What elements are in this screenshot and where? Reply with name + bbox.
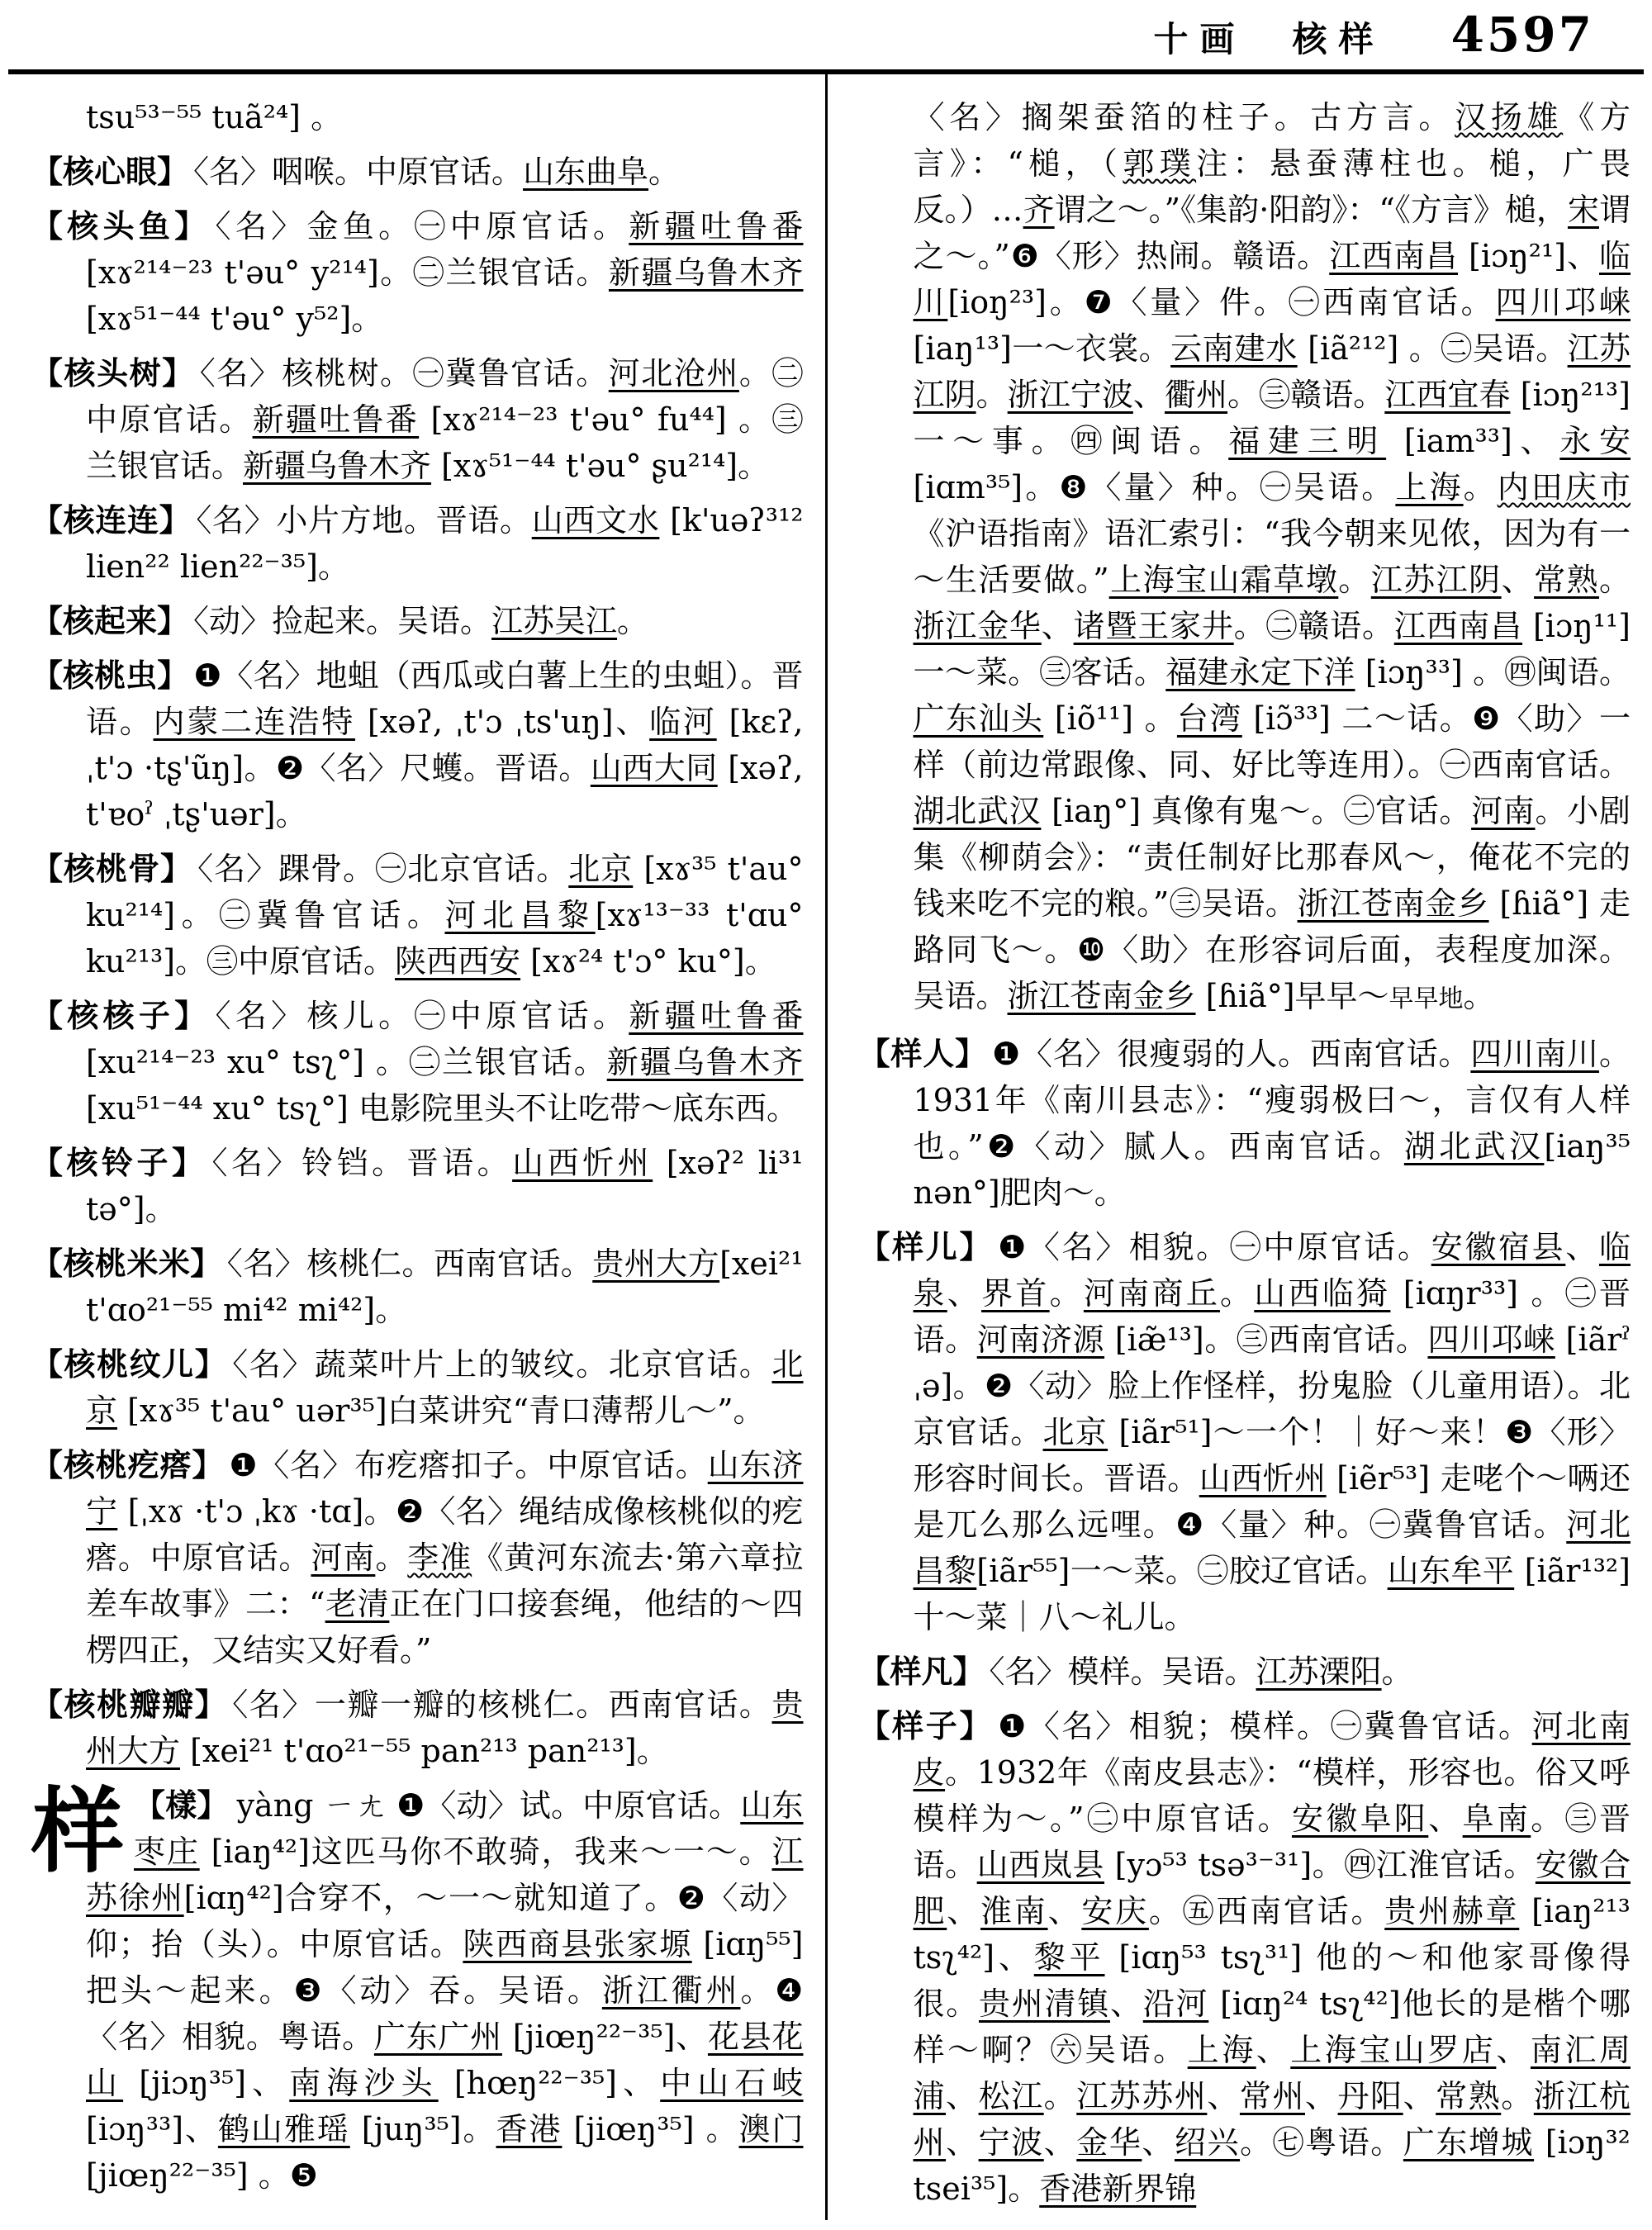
entry-body: ❶〈名〉相貌；模样。㊀冀鲁官话。河北南皮。1932年《南皮县志》：“模样，形容也。俗又呼模样为～。”㊁中原官话。安徽阜阳、阜南。㊂晋语。山西岚县 [yɔ⁵³ tsə³⁻³¹]。㊃江淮官话。安徽合肥、淮南、安庆。㊄西南官话。贵州赫章 [iaŋ²¹³ tsʅ⁴²]、黎平 [iɑŋ⁵³ tsʅ³¹] 他的～和他家哥像得很。贵州清镇、沿河 [iɑŋ²⁴ tsʅ⁴²]他长的是楷个哪样～啊？㊅吴语。上海、上海宝山罗店、南汇周浦、松江。江苏苏州、常州、丹阳、常熟。浙江杭州、宁波、金华、绍兴。㊆粤语。广东增城 [iɔŋ³² tsei³⁵]。香港新界锦 — [913, 1708, 1631, 2207]
entry-body: ❶〈名〉相貌。㊀中原官话。安徽宿县、临泉、界首。河南商丘。山西临猗 [iɑŋr³³] 。㊁晋语。河南济源 [iæ̃¹³]。㊂西南官话。四川邛崃 [iãrˀ ˌə]。❷〈动〉脸上作怪样，扮鬼脸（儿童用语）。北京官话。北京 [iãr⁵¹]～一个！｜好～来！❸〈形〉形容时间长。晋语。山西忻州 [iẽr⁵³] 走咾个～唡还是兀么那么远哩。❹〈量〉种。㊀冀鲁官话。河北昌黎[iãr⁵⁵]一～菜。㊁胶辽官话。山东牟平 [iãr¹³²] 十～菜｜八～礼儿。 — [913, 1229, 1631, 1635]
entry-body: ❶〈名〉很瘦弱的人。西南官话。四川南川。1931年《南川县志》：“瘦弱极曰～，言仅有人样也。”❷〈动〉腻人。西南官话。湖北武汉[iaŋ³⁵ nən°]肥肉～。 — [913, 1036, 1631, 1211]
entry-body: 〈名〉踝骨。㊀北京官话。北京 [xɤ³⁵ t'au° ku²¹⁴]。㊁冀鲁官话。河北昌黎[xɤ¹³⁻³³ t'ɑu° ku²¹³]。㊂中原官话。陕西西安 [xɤ²⁴ t'ɔ° ku°]。 — [86, 851, 804, 980]
entry-body: ❶〈动〉试。中原官话。山东枣庄 [iaŋ⁴²]这匹马你不敢骑，我来～一～。江苏徐州[iɑŋ⁴²]合穿不，～一～就知道了。❷〈动〉仰；抬（头）。中原官话。陕西商县张家塬 [iɑŋ⁵⁵]把头～起来。❸〈动〉吞。吴语。浙江衢州。❹〈名〉相貌。粤语。广东广州 [jiœŋ²²⁻³⁵]、花县花山 [jiɔŋ³⁵]、南海沙头 [hœŋ²²⁻³⁵]、中山石岐[iɔŋ³³]、鹤山雅瑶 [juŋ³⁵]。香港 [jiœŋ³⁵] 。澳门 [jiœŋ²²⁻³⁵] 。❺ — [86, 1787, 804, 2194]
dict-entry — [859, 1031, 1631, 1216]
page-header — [0, 0, 1652, 63]
entry-headword: 【核头树】 — [31, 354, 195, 391]
dict-entry — [31, 652, 804, 837]
dict-entry — [31, 1682, 804, 1774]
left-column — [0, 74, 825, 2220]
right-column — [825, 74, 1652, 2220]
dict-entry — [859, 1703, 1631, 2212]
entry-headword: 【核连连】 — [31, 501, 192, 539]
continuation-text: 〈名〉搁架蚕箔的柱子。古方言。汉扬雄《方言》：“槌，（郭璞注：悬蚕薄柱也。槌，广畏反。）…齐谓之～。”《集韵·阳韵》：“《方言》槌，宋谓之～。”❻〈形〉热闹。赣语。江西南昌 [iɔŋ²¹]、临川[ioŋ²³]。❼〈量〉件。㊀西南官话。四川邛崃 [iaŋ¹³]一～衣裳。云南建水 [iã²¹²] 。㊁吴语。江苏江阴。浙江宁波、衢州。㊂赣语。江西宜春 [iɔŋ²¹³] 一～事。㊃闽语。福建三明 [iam³³]、永安 [iɑm³⁵]。❽〈量〉种。㊀吴语。上海。内田庆市《沪语指南》语汇索引：“我今朝来见侬，因为有一～生活要做。”上海宝山霜草墩。江苏江阴、常熟。浙江金华、诸暨王家井。㊁赣语。江西南昌 [iɔŋ¹¹] 一～菜。㊂客话。福建永定下洋 [iɔŋ³³] 。㊃闽语。广东汕头 [iõ¹¹] 。台湾 [iɔ̃³³] 二～话。❾〈助〉一样（前边常跟像、同、好比等连用）。㊀西南官话。湖北武汉 [iaŋ°] 真像有鬼～。㊁官话。河南。小剧集《柳荫会》：“责任制好比那春风～，俺花不完的钱来吃不完的粮。”㊂吴语。浙江苍南金乡 [ɦiã°] 走路同飞～。❿〈助〉在形容词后面，表程度加深。吴语。浙江苍南金乡 [ɦiã°]早早～早早地。 — [913, 99, 1631, 1014]
entry-headword: 【核桃瓣瓣】 — [31, 1686, 228, 1723]
entry-headword: 【核桃纹儿】 — [31, 1345, 228, 1383]
headword-pinyin: yàng — [236, 1787, 314, 1824]
entry-body: 〈名〉核桃仁。西南官话。贵州大方[xei²¹ t'ɑo²¹⁻⁵⁵ mi⁴² mi⁴²]。 — [86, 1245, 804, 1328]
two-column-layout — [0, 74, 1652, 2220]
header-section-title: 十画 核样 — [1153, 19, 1385, 59]
dict-entry — [31, 846, 804, 985]
dict-entry — [31, 1140, 804, 1232]
headword-large-character: 样 — [31, 1777, 124, 1886]
dict-entry-yang — [31, 1777, 804, 2199]
entry-headword: 【样儿】 — [858, 1228, 994, 1265]
dict-entry — [31, 993, 804, 1132]
entry-body: 〈名〉一瓣一瓣的核桃仁。西南官话。贵州大方 [xei²¹ t'ɑo²¹⁻⁵⁵ pan²¹³ pan²¹³]。 — [86, 1687, 804, 1769]
dict-entry — [31, 1442, 804, 1673]
entry-headword: 【核头鱼】 — [31, 207, 211, 244]
entry-headword: 【核起来】 — [31, 602, 189, 639]
dict-entry — [859, 1649, 1631, 1695]
entry-body: 〈名〉蔬菜叶片上的皱纹。北京官话。北京 [xɤ³⁵ t'au° uər³⁵]白菜讲究“青口薄帮儿～”。 — [86, 1346, 804, 1429]
headword-traditional: 【樣】 — [134, 1786, 229, 1824]
entry-body: 〈动〉捡起来。吴语。江苏吴江。 — [193, 603, 649, 639]
entry-body: 〈名〉核儿。㊀中原官话。新疆吐鲁番 [xu²¹⁴⁻²³ xu° tsʅ°] 。㊁兰银官话。新疆乌鲁木齐 [xu⁵¹⁻⁴⁴ xu° tsʅ°] 电影院里头不让吃带～底东西。 — [86, 998, 804, 1127]
entry-headword: 【核铃子】 — [31, 1144, 207, 1181]
dict-entry — [31, 1341, 804, 1434]
page-number: 4597 — [1450, 7, 1594, 63]
entry-headword: 【核核子】 — [31, 997, 211, 1034]
entry-headword: 【核心眼】 — [31, 153, 189, 190]
entry-headword: 【样人】 — [858, 1035, 988, 1072]
entry-body: 〈名〉金鱼。㊀中原官话。新疆吐鲁番 [xɤ²¹⁴⁻²³ t'əu° y²¹⁴]。㊁兰银官话。新疆乌鲁木齐 [xɤ⁵¹⁻⁴⁴ t'əu° y⁵²]。 — [86, 208, 804, 337]
continuation-paragraph — [31, 94, 804, 140]
entry-body: 〈名〉小片方地。晋语。山西文水 [k'uəʔ³¹² lien²² lien²²⁻³⁵]。 — [86, 502, 804, 585]
entry-headword: 【核桃骨】 — [31, 850, 193, 887]
continuation-paragraph — [859, 94, 1631, 1022]
continuation-text: tsu⁵³⁻⁵⁵ tuã²⁴] 。 — [86, 99, 343, 135]
entry-body: 〈名〉核桃树。㊀冀鲁官话。河北沧州。㊁中原官话。新疆吐鲁番 [xɤ²¹⁴⁻²³ t'əu° fu⁴⁴] 。㊂兰银官话。新疆乌鲁木齐 [xɤ⁵¹⁻⁴⁴ t'əu° ʂu²¹⁴]。 — [86, 355, 804, 484]
entry-body: ❶〈名〉布疙瘩扣子。中原官话。山东济宁 [ˌxɤ ·t'ɔ ˌkɤ ·tɑ]。❷〈名〉绳结成像核桃似的疙瘩。中原官话。河南。李准《黄河东流去·第六章拉差车故事》二：“老清正在门口接套绳，他结的～四楞四正，又结实又好看。” — [86, 1447, 804, 1668]
entry-headword: 【核桃虫】 — [31, 657, 189, 694]
entry-body: 〈名〉咽喉。中原官话。山东曲阜。 — [193, 154, 681, 190]
dict-entry — [31, 1241, 804, 1333]
dict-entry — [31, 203, 804, 342]
dict-entry — [31, 598, 804, 644]
entry-headword: 【样子】 — [858, 1707, 994, 1744]
entry-body: 〈名〉模样。吴语。江苏溧阳。 — [989, 1654, 1413, 1690]
headword-zhuyin: ㄧㄤ — [323, 1787, 387, 1824]
entry-headword: 【核桃疙瘩】 — [31, 1446, 225, 1483]
entry-body: 〈名〉铃铛。晋语。山西忻州 [xəʔ² li³¹ tə°]。 — [86, 1145, 804, 1227]
dict-entry — [31, 149, 804, 195]
entry-body: ❶〈名〉地蛆（西瓜或白薯上生的虫蛆）。晋语。内蒙二连浩特 [xəʔ, ˌt'ɔ ˌts'uŋ]、临河 [kɛʔ, ˌt'ɔ ·tʂ'ũŋ]。❷〈名〉尺蠖。晋语。山西大同 [xəʔ, t'ɐoˀ ˌtʂ'uər]。 — [86, 657, 804, 833]
entry-headword: 【样凡】 — [858, 1653, 985, 1690]
dict-entry — [859, 1224, 1631, 1640]
entry-headword: 【核桃米米】 — [31, 1245, 222, 1282]
dict-entry — [31, 497, 804, 590]
dict-entry — [31, 350, 804, 489]
